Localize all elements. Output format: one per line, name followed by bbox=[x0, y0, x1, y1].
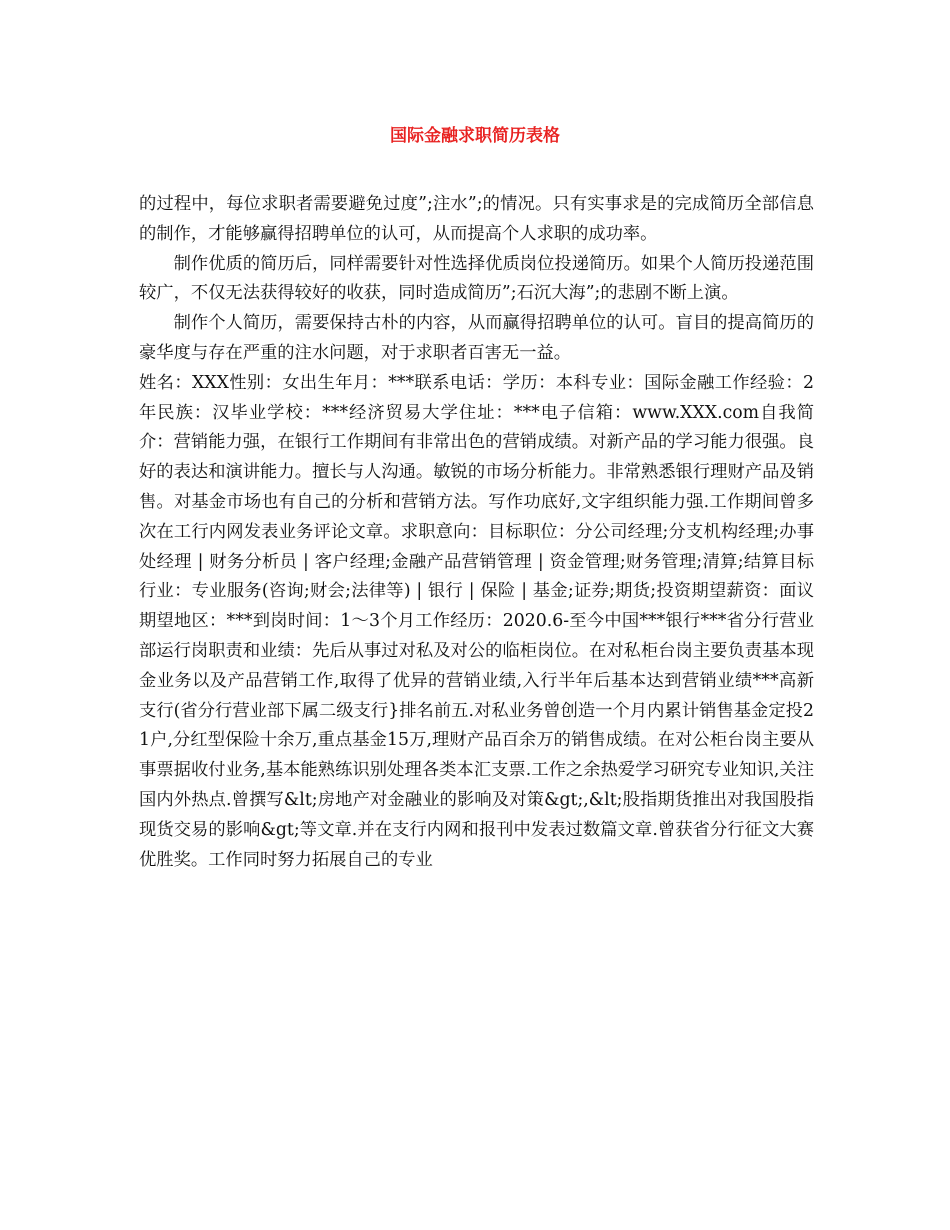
paragraph-resume-details: 姓名：XXX性别：女出生年月：***联系电话：学历：本科专业：国际金融工作经验：2年民族：汉毕业学校：***经济贸易大学住址：***电子信箱：www.XXX.com自我简介：营销能力强，在银行工作期间有非常出色的营销成绩。对新产品的学习能力很强。良好的表达和演讲能力。擅长与人沟通。敏锐的市场分析能力。非常熟悉银行理财产品及销售。对基金市场也有自己的分析和营销方法。写作功底好,文字组织能力强.工作期间曾多次在工行内网发表业务评论文章。求职意向：目标职位：分公司经理;分支机构经理;办事处经理 | 财务分析员 | 客户经理;金融产品营销管理 | 资金管理;财务管理;清算;结算目标行业：专业服务(咨询;财会;法律等) | 银行 | 保险 | 基金;证券;期货;投资期望薪资：面议期望地区：***到岗时间：1～3个月工作经历：2020.6-至今中国***银行***省分行营业部运行岗职责和业绩：先后从事过对私及对公的临柜岗位。在对私柜台岗主要负责基本现金业务以及产品营销工作,取得了优异的营销业绩,入行半年后基本达到营销业绩***高新支行(省分行营业部下属二级支行}排名前五.对私业务曾创造一个月内累计销售基金定投21户,分红型保险十余万,重点基金15万,理财产品百余万的销售成绩。在对公柜台岗主要从事票据收付业务,基本能熟练识别处理各类本汇支票.工作之余热爱学习研究专业知识,关注国内外热点.曾撰写&lt;房地产对金融业的影响及对策&gt;,&lt;股指期货推出对我国股指现货交易的影响&gt;等文章.并在支行内网和报刊中发表过数篇文章.曾获省分行征文大赛优胜奖。工作同时努力拓展自己的专业 bbox=[139, 372, 814, 870]
paragraph-content: 制作个人简历，需要保持古朴的内容，从而赢得招聘单位的认可。盲目的提高简历的豪华度与存在严重的注水问题，对于求职者百害无一益。 bbox=[139, 313, 814, 363]
paragraph-delivery: 制作优质的简历后，同样需要针对性选择优质岗位投递简历。如果个人简历投递范围较广，不仅无法获得较好的收获，同时造成简历”;石沉大海”;的悲剧不断上演。 bbox=[139, 253, 814, 304]
paragraph-intro: 的过程中，每位求职者需要避免过度”;注水”;的情况。只有实事求是的完成简历全部信息的制作，才能够赢得招聘单位的认可，从而提高个人求职的成功率。 bbox=[139, 194, 814, 244]
document-title: 国际金融求职简历表格 bbox=[390, 126, 560, 146]
document-body bbox=[139, 190, 814, 875]
